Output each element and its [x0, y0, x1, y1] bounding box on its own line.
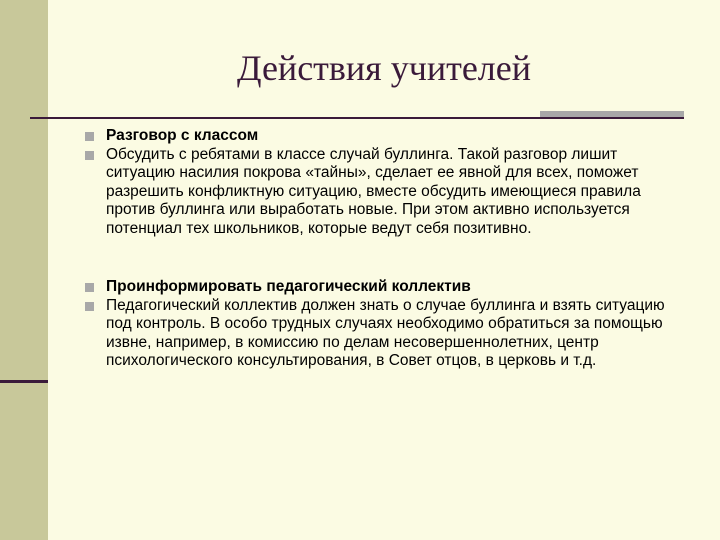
bullet-text: Проинформировать педагогический коллектив — [106, 278, 471, 295]
bullet-item-inform-staff-detail — [84, 297, 684, 371]
bullet-text: Педагогический коллектив должен знать о случае буллинга и взять ситуацию под контроль. В особо трудных случаях необходимо обратиться за помощью извне, например, в комиссию по делам несовершеннолетних, центр психологического консультирования, в Совет отцов, в церковь и т.д. — [106, 296, 665, 369]
square-bullet-icon — [85, 283, 94, 292]
slide-content — [84, 127, 684, 371]
slide-title: Действия учителей — [236, 48, 532, 88]
bullet-item-class-talk — [84, 127, 684, 146]
bullet-text: Разговор с классом — [106, 127, 259, 144]
section-gap — [84, 238, 684, 278]
square-bullet-icon — [85, 151, 94, 160]
bullet-item-class-talk-detail — [84, 146, 684, 239]
square-bullet-icon — [85, 132, 94, 141]
bullet-item-inform-staff — [84, 278, 684, 297]
side-bar-accent-line — [0, 380, 48, 383]
left-side-bar — [0, 0, 48, 540]
bullet-text: Обсудить с ребятами в классе случай буллинга. Такой разговор лишит ситуацию насилия покрова «тайны», сделает ее явной для всех, поможет разрешить конфликтную ситуацию, вместе обсудить имеющиеся правила против буллинга или выработать новые. При этом активно используется потенциал тех школьников, которые ведут себя позитивно. — [106, 145, 641, 237]
square-bullet-icon — [85, 302, 94, 311]
title-underline-rule — [30, 117, 684, 119]
